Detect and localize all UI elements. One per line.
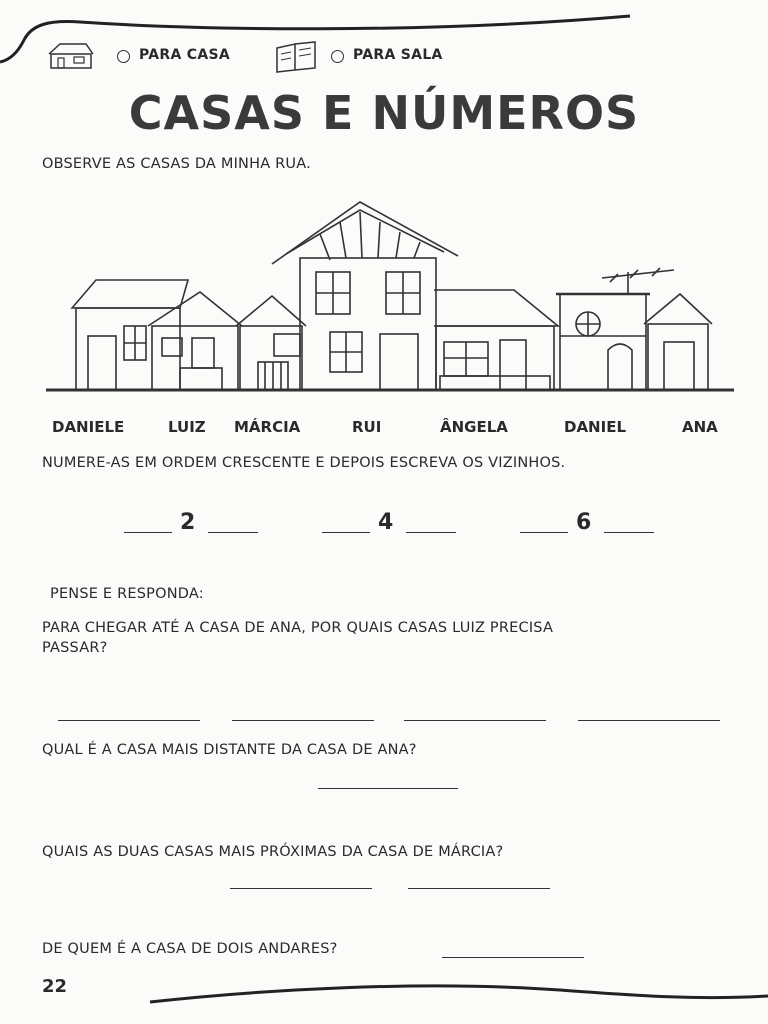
answer-blank[interactable] xyxy=(520,532,568,533)
answer-blank[interactable] xyxy=(318,788,458,789)
resident-name: MÁRCIA xyxy=(234,418,301,436)
home-option-label: PARA CASA xyxy=(139,47,231,63)
resident-name: DANIEL xyxy=(564,418,626,436)
answer-blank[interactable] xyxy=(322,532,370,533)
instruction-text: OBSERVE AS CASAS DA MINHA RUA. xyxy=(42,156,311,172)
resident-name: RUI xyxy=(352,418,382,436)
resident-name: DANIELE xyxy=(52,418,125,436)
home-option-circle[interactable] xyxy=(117,50,130,63)
answer-blank[interactable] xyxy=(208,532,258,533)
resident-name: ANA xyxy=(682,418,718,436)
question-3: QUAIS AS DUAS CASAS MAIS PRÓXIMAS DA CASA DE MÁRCIA? xyxy=(42,844,504,860)
page-number: 22 xyxy=(42,976,68,997)
class-option-circle[interactable] xyxy=(331,50,344,63)
sequence-number: 4 xyxy=(378,510,394,535)
question-4: DE QUEM É A CASA DE DOIS ANDARES? xyxy=(42,941,338,957)
sequence-number: 6 xyxy=(576,510,592,535)
think-heading: PENSE E RESPONDA: xyxy=(50,586,204,602)
answer-blank[interactable] xyxy=(604,532,654,533)
answer-blank[interactable] xyxy=(404,720,546,721)
answer-blank[interactable] xyxy=(406,532,456,533)
question-1-line-2: PASSAR? xyxy=(42,640,108,656)
resident-name: ÂNGELA xyxy=(440,418,508,436)
answer-blank[interactable] xyxy=(232,720,374,721)
answer-blank[interactable] xyxy=(124,532,172,533)
class-option-label: PARA SALA xyxy=(353,47,443,63)
book-icon xyxy=(273,38,319,74)
answer-blank[interactable] xyxy=(578,720,720,721)
house-icon xyxy=(46,40,96,72)
answer-blank[interactable] xyxy=(58,720,200,721)
answer-blank[interactable] xyxy=(408,888,550,889)
task-text: NUMERE-AS EM ORDEM CRESCENTE E DEPOIS ESCREVA OS VIZINHOS. xyxy=(42,455,566,471)
sequence-number: 2 xyxy=(180,510,196,535)
answer-blank[interactable] xyxy=(442,957,584,958)
question-2: QUAL É A CASA MAIS DISTANTE DA CASA DE ANA? xyxy=(42,742,417,758)
page-title: CASAS E NÚMEROS xyxy=(128,86,640,140)
resident-name: LUIZ xyxy=(168,418,206,436)
street-houses-illustration xyxy=(40,196,740,402)
question-1-line-1: PARA CHEGAR ATÉ A CASA DE ANA, POR QUAIS CASAS LUIZ PRECISA xyxy=(42,620,554,636)
answer-blank[interactable] xyxy=(230,888,372,889)
